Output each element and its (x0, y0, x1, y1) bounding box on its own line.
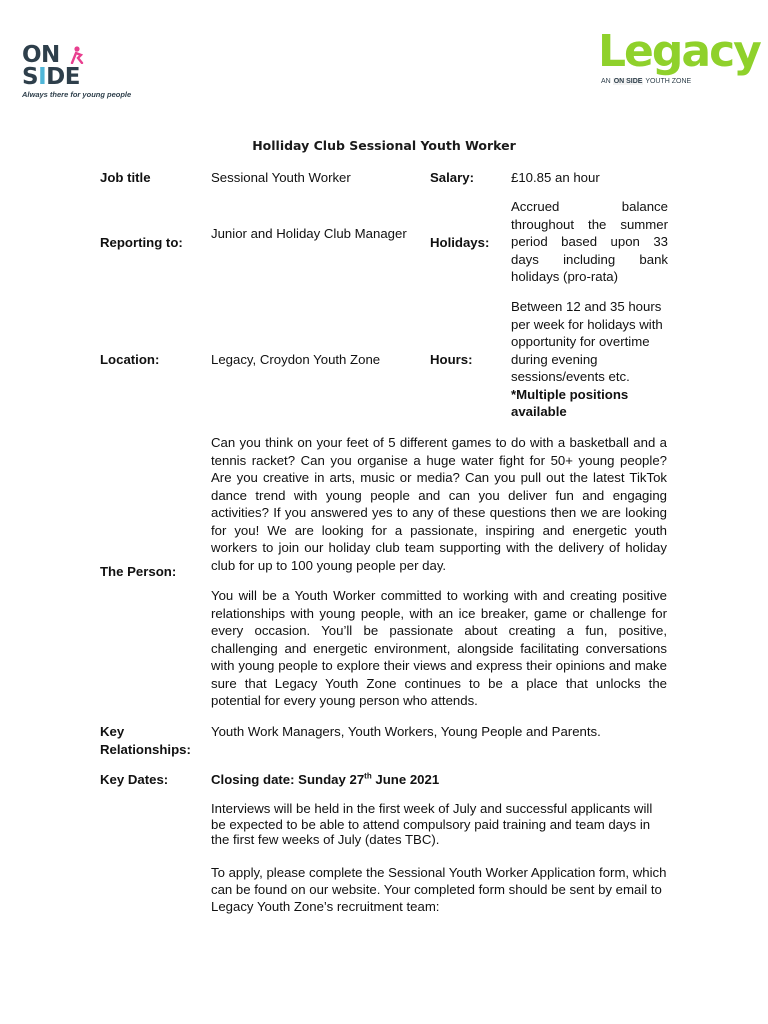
the-person-label: The Person: (100, 564, 177, 579)
hours-label: Hours: (430, 352, 473, 367)
location-label: Location: (100, 352, 160, 367)
location-value: Legacy, Croydon Youth Zone (211, 352, 381, 367)
interviews-text: Interviews will be held in the first week of July and successful applicants will be expected to be able to attend compulsory paid training and team days in the first few weeks of July (dates TBC). (211, 801, 653, 847)
salary-label: Salary: (430, 170, 474, 185)
hours-value (511, 298, 671, 421)
holidays-label: Holidays: (430, 235, 490, 250)
salary-value: £10.85 an hour (511, 170, 600, 185)
holidays-value: Accrued balance throughout the summer period based upon 33 days including bank holidays (pro-rata) (511, 199, 668, 284)
onside-tagline: Always there for young people (22, 90, 132, 99)
reporting-to-value: Junior and Holiday Club Manager (211, 226, 407, 241)
legacy-logo (598, 28, 758, 94)
key-relationships-value: Youth Work Managers, Youth Workers, Young People and Parents. (211, 724, 601, 739)
figure-icon (68, 46, 84, 64)
hours-multiple-positions: *Multiple positions available (511, 386, 629, 419)
reporting-to-label: Reporting to: (100, 235, 183, 250)
hours-text: Between 12 and 35 hours per week for holidays with opportunity for overtime during evening sessions/events etc. (511, 299, 663, 384)
closing-date: Closing date: Sunday 27th June 2021 (211, 771, 440, 787)
job-title-label: Job title (100, 170, 151, 185)
key-dates-label: Key Dates: (100, 772, 169, 787)
job-title-value: Sessional Youth Worker (211, 170, 351, 185)
onside-logo (22, 44, 132, 110)
the-person-paragraph-1: Can you think on your feet of 5 different games to do with a basketball and a tennis racket? Can you organise a huge water fight for 50+ young people? Are you creative in arts, music or media? Can you pull out the latest TikTok dance trend with young people and can you deliver fun and engaging activities? If you answered yes to any of these questions then we are looking for you! We are looking for a passionate, inspiring and energetic youth workers to join our holiday club team supporting with the delivery of holiday club for up to 100 young people per day. (211, 435, 667, 573)
apply-text: To apply, please complete the Sessional Youth Worker Application form, which can be found on our website. Your completed form should be sent by email to Legacy Youth Zone’s recruitment team: (211, 865, 667, 914)
onside-wordmark: ON SIDE (22, 42, 80, 90)
legacy-subtitle: AN ON SIDE YOUTH ZONE (601, 78, 692, 85)
page-title: Holliday Club Sessional Youth Worker (252, 138, 516, 153)
the-person-paragraph-2: You will be a Youth Worker committed to working with and creating positive relationships with young people, with an ice breaker, game or challenge for every occasion. You’ll be passionate about creating a fun, positive, challenging and energetic environment, alongside facilitating conversations with young people to explore their views and express their opinions and make sure that Legacy Youth Zone continues to be a place that unlocks the potential for every young person who attends. (211, 588, 667, 708)
key-relationships-label: Key Relationships: (100, 724, 191, 757)
legacy-wordmark: Legacy (598, 26, 760, 77)
